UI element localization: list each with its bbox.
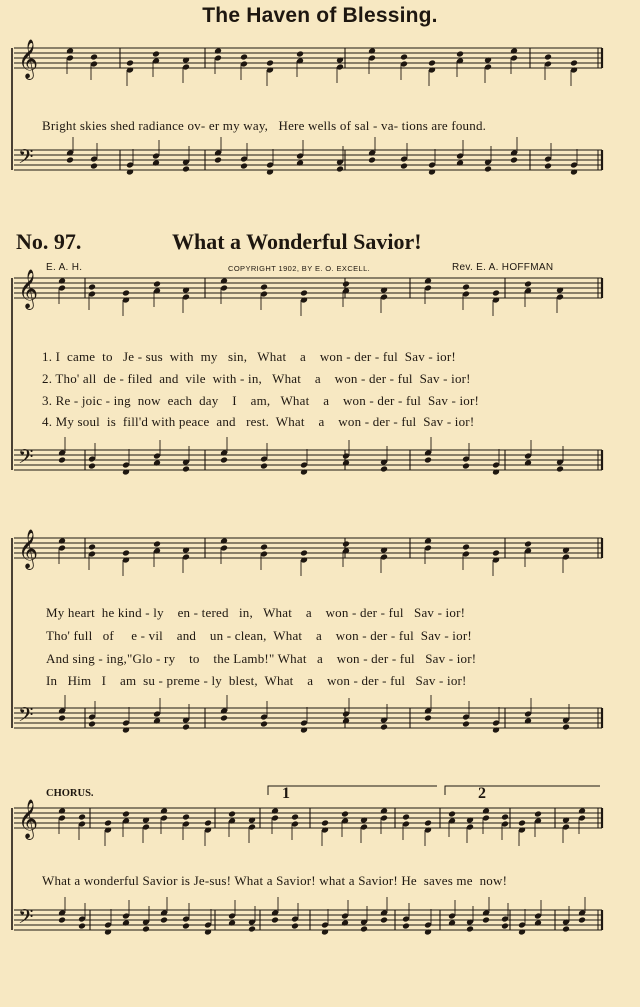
bass-clef-icon: 𝄢 (18, 445, 34, 473)
bass-4-note (182, 923, 190, 930)
treble-1-note (152, 51, 160, 58)
verse-1-line-a: 1. I came to Je - sus with my sin, What a won - der - ful Sav - ior! (42, 349, 456, 364)
bass-3-note (380, 724, 388, 731)
bass-3-note (462, 721, 470, 728)
bass-1-note (544, 163, 552, 170)
treble-3-note (524, 541, 532, 548)
bass-4-note (78, 923, 86, 930)
hymn-title: What a Wonderful Savior! (172, 229, 422, 254)
treble-2-note (88, 284, 96, 291)
bass-1-note (336, 166, 344, 173)
composer-credit: E. A. H. (46, 262, 83, 273)
treble-1-note (544, 54, 552, 61)
bass-1-note (214, 157, 222, 164)
treble-2-note (492, 290, 500, 297)
bass-1-note (182, 166, 190, 173)
bass-2-note (424, 457, 432, 464)
treble-1-note (240, 54, 248, 61)
treble-2-note (342, 281, 350, 288)
treble-2-note (462, 284, 470, 291)
bass-4-note (291, 923, 299, 930)
bass-3-note (58, 715, 66, 722)
treble-3-note (122, 550, 130, 557)
first-ending-number: 1 (282, 785, 290, 802)
bass-3-note (182, 724, 190, 731)
bass-1-note (240, 163, 248, 170)
treble-4-note (78, 814, 86, 821)
treble-clef-icon: 𝄞 (18, 39, 39, 79)
bass-3-note (260, 721, 268, 728)
treble-3-note (153, 541, 161, 548)
treble-1-note (266, 60, 274, 67)
treble-1-note (456, 51, 464, 58)
treble-4-note (104, 820, 112, 827)
bass-4-note (501, 923, 509, 930)
bass-3-note (220, 715, 228, 722)
verse-2-line-b: Tho' full of e - vil and un - clean, What a won - der - ful Sav - ior! (46, 628, 472, 643)
top-hymn-lyric: Bright skies shed radiance ov- er my way, Here wells of sal - va- tions are found. (42, 118, 487, 133)
bass-4-note (58, 917, 66, 924)
bass-4-note (466, 926, 474, 933)
treble-4-note (501, 814, 509, 821)
verse-4-line-b: In Him I am su - preme - ly blest, What a won - der - ful Sav - ior! (46, 673, 467, 688)
bass-2-note (220, 457, 228, 464)
second-ending-number: 2 (478, 785, 486, 802)
bass-4-note (160, 917, 168, 924)
treble-3-note (300, 550, 308, 557)
bass-4-note (402, 923, 410, 930)
treble-1-note (428, 60, 436, 67)
treble-3-note (260, 544, 268, 551)
treble-4-note (424, 820, 432, 827)
bass-1-note (66, 157, 74, 164)
bass-2-note (182, 466, 190, 473)
treble-2-note (524, 281, 532, 288)
author-credit: Rev. E. A. HOFFMAN (452, 262, 554, 273)
bass-3-note (424, 715, 432, 722)
verse-1-line-b: My heart he kind - ly en - tered in, What a won - der - ful Sav - ior! (46, 605, 466, 620)
bass-4-note (142, 926, 150, 933)
treble-4-note (291, 814, 299, 821)
verse-2-line-a: 2. Tho' all de - filed and vile with - in, What a won - der - ful Sav - ior! (42, 371, 471, 386)
bass-3-note (562, 724, 570, 731)
treble-3-note (492, 550, 500, 557)
bass-clef-icon: 𝄢 (18, 145, 34, 173)
treble-3-note (342, 541, 350, 548)
bass-4-note (248, 926, 256, 933)
treble-1-note (126, 60, 134, 67)
verse-3-line-a: 3. Re - joic - ing now each day I am, What a won - der - ful Sav - ior! (42, 393, 480, 408)
treble-4-note (228, 811, 236, 818)
bass-4-note (562, 926, 570, 933)
copyright-line: COPYRIGHT 1902, BY E. O. EXCELL. (228, 264, 371, 273)
treble-4-note (518, 820, 526, 827)
staff-notation (12, 39, 602, 935)
treble-1-note (570, 60, 578, 67)
bass-clef-icon: 𝄢 (18, 905, 34, 933)
treble-4-note (182, 814, 190, 821)
bass-1-note (400, 163, 408, 170)
bass-2-note (58, 457, 66, 464)
bass-1-note (510, 157, 518, 164)
hymn-number: No. 97. (16, 229, 82, 254)
treble-4-note (402, 814, 410, 821)
treble-4-note (204, 820, 212, 827)
bass-3-note (88, 721, 96, 728)
treble-clef-icon: 𝄞 (18, 799, 39, 839)
verse-4-line-a: 4. My soul is fill'd with peace and rest. What a won - der - ful Sav - ior! (42, 414, 475, 429)
treble-2-note (300, 290, 308, 297)
bass-4-note (271, 917, 279, 924)
bass-2-note (88, 463, 96, 470)
treble-2-note (122, 290, 130, 297)
bass-4-note (360, 926, 368, 933)
bass-2-note (260, 463, 268, 470)
bass-4-note (578, 917, 586, 924)
bass-4-note (482, 917, 490, 924)
treble-4-note (534, 811, 542, 818)
treble-3-note (462, 544, 470, 551)
treble-1-note (90, 54, 98, 61)
treble-2-note (153, 281, 161, 288)
treble-4-note (448, 811, 456, 818)
treble-2-note (260, 284, 268, 291)
treble-4-note (122, 811, 130, 818)
chorus-label: CHORUS. (46, 788, 94, 799)
top-hymn-title: The Haven of Blessing. (202, 4, 438, 27)
bass-1-note (368, 157, 376, 164)
bass-1-note (90, 163, 98, 170)
bass-2-note (380, 466, 388, 473)
treble-clef-icon: 𝄞 (18, 529, 39, 569)
bass-1-note (484, 166, 492, 173)
bass-4-note (380, 917, 388, 924)
treble-1-note (400, 54, 408, 61)
chorus-lyric: What a wonderful Savior is Je-sus! What a Savior! what a Savior! He saves me now! (42, 873, 508, 888)
ending-brackets (268, 785, 600, 802)
bass-clef-icon: 𝄢 (18, 703, 34, 731)
bass-2-note (556, 466, 564, 473)
treble-clef-icon: 𝄞 (18, 269, 39, 309)
treble-4-note (341, 811, 349, 818)
verse-3-line-b: And sing - ing,"Glo - ry to the Lamb!" What a won - der - ful Sav - ior! (46, 651, 477, 666)
treble-3-note (88, 544, 96, 551)
treble-1-note (296, 51, 304, 58)
treble-4-note (321, 820, 329, 827)
bass-2-note (462, 463, 470, 470)
